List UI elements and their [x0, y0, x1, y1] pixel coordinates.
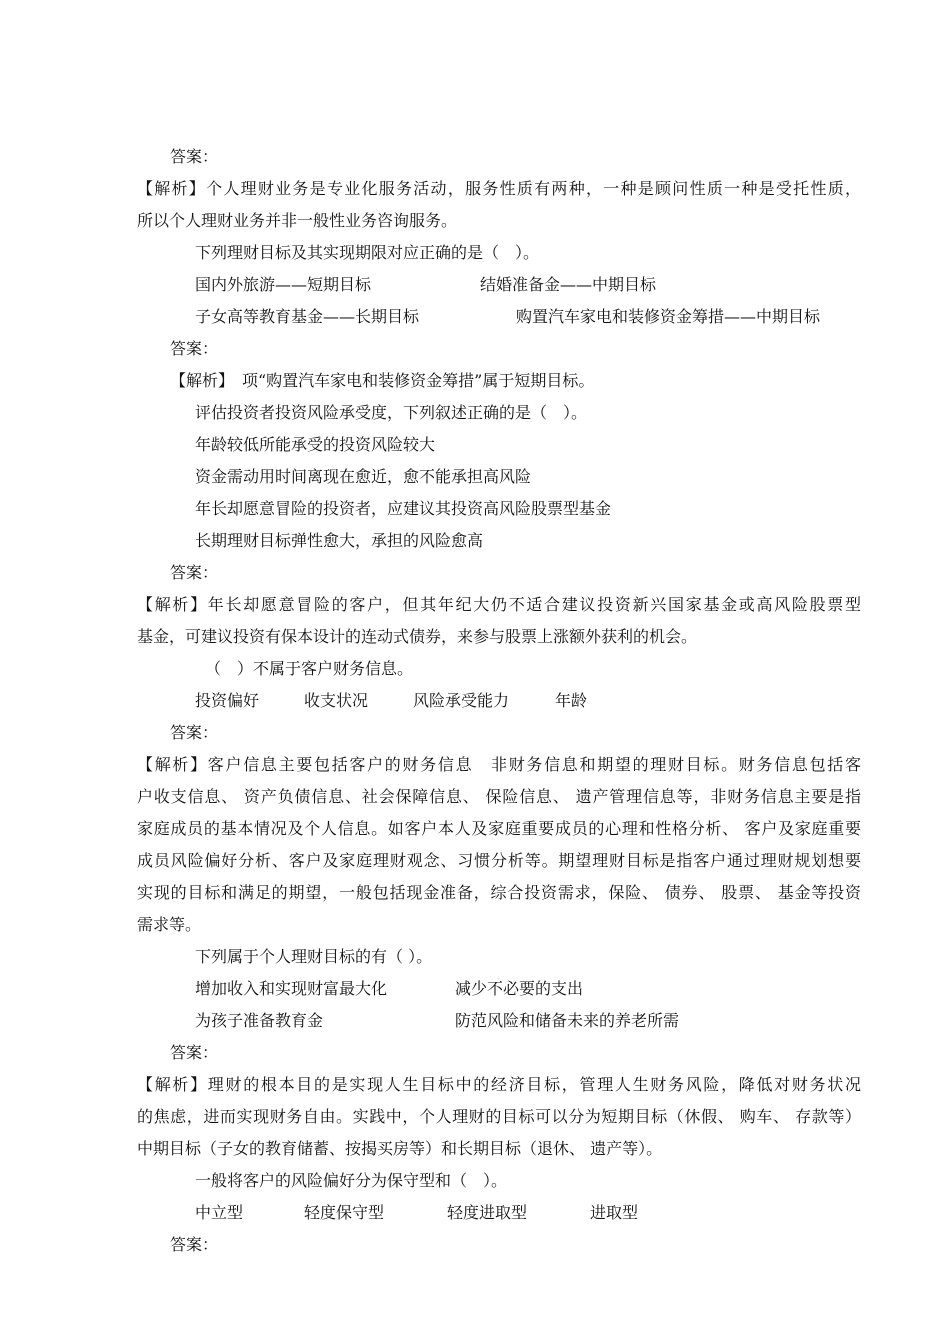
- answer-label: 答案：: [170, 1235, 219, 1254]
- answer-label: 答案：: [170, 563, 219, 582]
- option-text: 购置汽车家电和装修资金筹措——中期目标: [516, 307, 821, 326]
- option-text: 为孩子准备教育金: [195, 1011, 324, 1030]
- answer-label: 答案：: [170, 1043, 219, 1062]
- question-text: 评估投资者投资风险承受度，下列叙述正确的是（ ）。: [195, 403, 588, 422]
- explanation-line: 【解析】客户信息主要包括客户的财务信息 非财务信息和期望的理财目标。财务信息包括客: [137, 755, 861, 774]
- option-text: 子女高等教育基金——长期目标: [195, 307, 420, 326]
- option-text: 结婚准备金——中期目标: [480, 275, 657, 294]
- option-text: 投资偏好: [195, 691, 260, 710]
- option-text: 国内外旅游——短期目标: [195, 275, 372, 294]
- explanation-line: 【解析】年长却愿意冒险的客户，但其年纪大仍不适合建议投资新兴国家基金或高风险股票型: [137, 595, 861, 614]
- explanation-line: 需求等。: [137, 915, 202, 934]
- explanation-line: 【解析】个人理财业务是专业化服务活动，服务性质有两种，一种是顾问性质一种是受托性质，: [137, 179, 861, 198]
- explanation-line: 成员风险偏好分析、客户及家庭理财观念、习惯分析等。期望理财目标是指客户通过理财规划想要: [137, 851, 861, 870]
- option-text: 轻度保守型: [304, 1203, 385, 1222]
- option-text: 进取型: [590, 1203, 639, 1222]
- explanation-line: 【解析】理财的根本目的是实现人生目标中的经济目标，管理人生财务风险，降低对财务状况: [137, 1075, 861, 1094]
- option-text: 年长却愿意冒险的投资者，应建议其投资高风险股票型基金: [195, 499, 612, 518]
- explanation-line: 所以个人理财业务并非一般性业务咨询服务。: [137, 211, 458, 230]
- explanation-line: 基金，可建议投资有保本设计的连动式债券，来参与股票上涨额外获利的机会。: [137, 627, 698, 646]
- answer-label: 答案：: [170, 339, 219, 358]
- explanation-line: 户收支信息、 资产负债信息、社会保障信息、 保险信息、 遗产管理信息等，非财务信息主要是指: [137, 787, 861, 806]
- option-text: 增加收入和实现财富最大化: [195, 979, 388, 998]
- question-text: （ ）不属于客户财务信息。: [205, 659, 414, 678]
- explanation-line: 实现的目标和满足的期望，一般包括现金准备，综合投资需求，保险、 债券、 股票、 基金等投资: [137, 883, 861, 902]
- option-text: 风险承受能力: [413, 691, 510, 710]
- option-text: 轻度进取型: [447, 1203, 528, 1222]
- explanation-line: 中期目标（子女的教育储蓄、按揭买房等）和长期目标（退休、 遗产等）。: [137, 1139, 663, 1158]
- question-text: 下列理财目标及其实现期限对应正确的是（ ）。: [195, 243, 540, 262]
- question-text: 一般将客户的风险偏好分为保守型和（ ）。: [195, 1171, 508, 1190]
- option-text: 长期理财目标弹性愈大，承担的风险愈高: [195, 531, 484, 550]
- option-text: 收支状况: [304, 691, 369, 710]
- explanation-line: 【解析】 项“购置汽车家电和装修资金筹措”属于短期目标。: [170, 371, 595, 390]
- option-text: 减少不必要的支出: [455, 979, 584, 998]
- option-text: 资金需动用时间离现在愈近，愈不能承担高风险: [195, 467, 532, 486]
- explanation-line: 的焦虑，进而实现财务自由。实践中，个人理财的目标可以分为短期目标（休假、 购车、 存款等）: [137, 1107, 861, 1126]
- option-text: 年龄较低所能承受的投资风险较大: [195, 435, 436, 454]
- option-text: 年龄: [555, 691, 588, 710]
- explanation-line: 家庭成员的基本情况及个人信息。如客户本人及家庭重要成员的心理和性格分析、 客户及家庭重要: [137, 819, 861, 838]
- question-text: 下列属于个人理财目标的有（ ）。: [195, 947, 433, 966]
- answer-label: 答案：: [170, 147, 219, 166]
- option-text: 防范风险和储备未来的养老所需: [455, 1011, 680, 1030]
- option-text: 中立型: [195, 1203, 244, 1222]
- answer-label: 答案：: [170, 723, 219, 742]
